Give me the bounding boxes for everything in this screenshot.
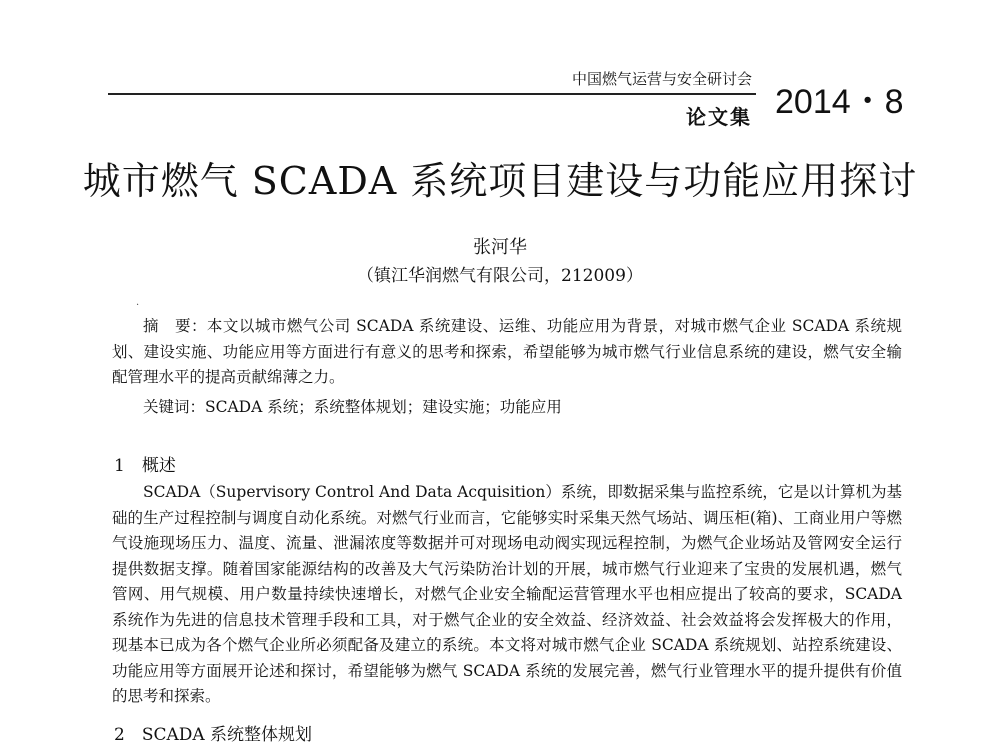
keywords-line: 关键词：SCADA 系统；系统整体规划；建设实施；功能应用 (143, 398, 562, 416)
section-heading: 2 SCADA 系统整体规划 (114, 725, 313, 745)
header-rule (108, 93, 756, 95)
abstract-paragraph: 摘 要：本文以城市燃气公司 SCADA 系统建设、运维、功能应用为背景，对城市燃气企业 SCADA 系统规划、建设实施、功能应用等方面进行有意义的思考和探索，希望能够为城市燃气行业信息系统的建设，燃气安全输配管理水平的提高贡献绵薄之力。 (112, 317, 902, 386)
author-affiliation: （镇江华润燃气有限公司，212009） (357, 266, 643, 286)
collection-label: 论文集 (686, 105, 752, 129)
section-heading: 1 概述 (114, 456, 176, 476)
scan-mark: · (136, 300, 140, 311)
author-name: 张河华 (473, 237, 527, 258)
section-body-paragraph: SCADA（Supervisory Control And Data Acquisition）系统，即数据采集与监控系统，它是以计算机为基础的生产过程控制与调度自动化系统。对燃气行业而言，它能够实时采集天然气场站、调压柜(箱)、工商业用户等燃气设施现场压力、温度、流量、泄漏浓度等数据并可对现场电动阀实现远程控制，为燃气企业场站及管网安全运行提供数据支撑。随着国家能源结构的改善及大气污染防治计划的开展，城市燃气行业迎来了宝贵的发展机遇，燃气管网、用气规模、用户数量持续快速增长，对燃气企业安全输配运营管理水平也相应提出了较高的要求，SCADA 系统作为先进的信息技术管理手段和工具，对于燃气企业的安全效益、经济效益、社会效益将会发挥极大的作用，现基本已成为各个燃气企业所必须配备及建立的系统。本文将对城市燃气企业 SCADA 系统规划、站控系统建设、功能应用等方面展开论述和探讨，希望能够为燃气 SCADA 系统的发展完善，燃气行业管理水平的提升提供有价值的思考和探索。 (112, 483, 902, 705)
issue-date: 2014・8 (775, 83, 904, 121)
paper-title: 城市燃气 SCADA 系统项目建设与功能应用探讨 (82, 159, 918, 203)
conference-name: 中国燃气运营与安全研讨会 (572, 70, 753, 88)
